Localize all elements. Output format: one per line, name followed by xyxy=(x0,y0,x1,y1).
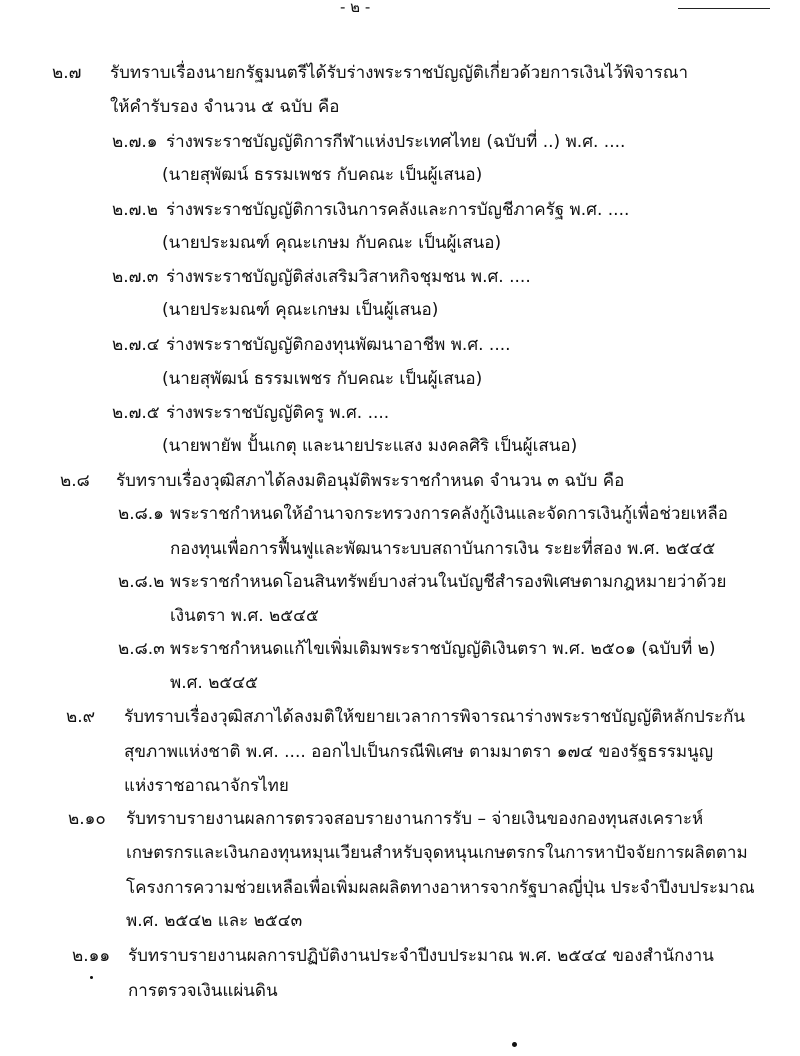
subitem-2-7-5-title: ร่างพระราชบัญญัติครู พ.ศ. .... xyxy=(166,403,390,423)
item-2-10-line-4: พ.ศ. ๒๕๔๒ และ ๒๕๔๓ xyxy=(126,911,303,931)
subitem-number-2-7-1: ๒.๗.๑ xyxy=(112,132,158,152)
subitem-2-7-5-proposer: (นายพายัพ ปั้นเกตุ และนายประแสง มงคลศิริ เป็นผู้เสนอ) xyxy=(162,436,578,456)
subitem-2-8-3-title: พระราชกำหนดแก้ไขเพิ่มเติมพระราชบัญญัติเงินตรา พ.ศ. ๒๕๐๑ (ฉบับที่ ๒) xyxy=(170,639,716,659)
subitem-2-8-2-title: พระราชกำหนดโอนสินทรัพย์บางส่วนในบัญชีสำรองพิเศษตามกฎหมายว่าด้วย xyxy=(170,572,727,592)
subitem-2-7-2-proposer: (นายประมณฑ์ คุณะเกษม กับคณะ เป็นผู้เสนอ) xyxy=(162,233,502,253)
subitem-number-2-7-4: ๒.๗.๔ xyxy=(112,335,160,355)
item-2-10-line-2: เกษตรกรและเงินกองทุนหมุนเวียนสำหรับจุดหนุนเกษตรกรในการหาปัจจัยการผลิตตาม xyxy=(126,843,748,863)
subitem-number-2-7-2: ๒.๗.๒ xyxy=(112,200,159,220)
item-2-7-line-2: ให้คำรับรอง จำนวน ๕ ฉบับ คือ xyxy=(110,97,340,117)
item-2-10-line-3: โครงการความช่วยเหลือเพื่อเพิ่มผลผลิตทางอาหารจากรัฐบาลญี่ปุ่น ประจำปีงบประมาณ xyxy=(126,878,755,898)
item-number-2-9: ๒.๙ xyxy=(66,707,96,727)
item-2-10-line-1: รับทราบรายงานผลการตรวจสอบรายงานการรับ – จ่ายเงินของกองทุนสงเคราะห์ xyxy=(126,809,704,829)
item-2-7-line-1: รับทราบเรื่องนายกรัฐมนตรีได้รับร่างพระราชบัญญัติเกี่ยวด้วยการเงินไว้พิจารณา xyxy=(110,63,689,83)
item-2-9-line-3: แห่งราชอาณาจักรไทย xyxy=(124,776,289,796)
item-2-11-line-2: การตรวจเงินแผ่นดิน xyxy=(128,981,278,1001)
item-2-9-line-2: สุขภาพแห่งชาติ พ.ศ. .... ออกไปเป็นกรณีพิเศษ ตามมาตรา ๑๗๔ ของรัฐธรรมนูญ xyxy=(124,742,714,762)
item-number-2-8: ๒.๘ xyxy=(60,471,90,491)
item-number-2-11: ๒.๑๑ xyxy=(72,946,111,966)
item-number-2-7: ๒.๗ xyxy=(52,63,82,83)
subitem-number-2-8-2: ๒.๘.๒ xyxy=(118,572,165,592)
subitem-2-8-2-cont: เงินตรา พ.ศ. ๒๕๔๕ xyxy=(170,606,319,626)
subitem-2-7-4-title: ร่างพระราชบัญญัติกองทุนพัฒนาอาชีพ พ.ศ. .... xyxy=(166,335,511,355)
subitem-2-7-3-proposer: (นายประมณฑ์ คุณะเกษม เป็นผู้เสนอ) xyxy=(162,300,439,320)
subitem-2-8-1-title: พระราชกำหนดให้อำนาจกระทรวงการคลังกู้เงินและจัดการเงินกู้เพื่อช่วยเหลือ xyxy=(170,504,729,524)
item-2-8-line-1: รับทราบเรื่องวุฒิสภาได้ลงมติอนุมัติพระราชกำหนด จำนวน ๓ ฉบับ คือ xyxy=(116,471,625,491)
subitem-2-7-3-title: ร่างพระราชบัญญัติส่งเสริมวิสาหกิจชุมชน พ.ศ. .... xyxy=(166,267,531,287)
subitem-number-2-7-3: ๒.๗.๓ xyxy=(112,267,159,287)
subitem-2-7-1-title: ร่างพระราชบัญญัติการกีฬาแห่งประเทศไทย (ฉบับที่ ..) พ.ศ. .... xyxy=(166,132,626,152)
item-number-2-10: ๒.๑๐ xyxy=(68,809,106,829)
subitem-number-2-8-1: ๒.๘.๑ xyxy=(118,504,164,524)
subitem-2-7-4-proposer: (นายสุพัฒน์ ธรรมเพชร กับคณะ เป็นผู้เสนอ) xyxy=(162,369,483,389)
subitem-number-2-8-3: ๒.๘.๓ xyxy=(118,639,165,659)
subitem-2-8-1-cont: กองทุนเพื่อการฟื้นฟูและพัฒนาระบบสถาบันการเงิน ระยะที่สอง พ.ศ. ๒๕๔๕ xyxy=(170,539,716,559)
subitem-2-7-2-title: ร่างพระราชบัญญัติการเงินการคลังและการบัญชีภาครัฐ พ.ศ. .... xyxy=(166,200,630,220)
scan-speck xyxy=(90,976,93,979)
item-2-11-line-1: รับทราบรายงานผลการปฏิบัติงานประจำปีงบประมาณ พ.ศ. ๒๕๔๔ ของสำนักงาน xyxy=(128,946,714,966)
subitem-2-7-1-proposer: (นายสุพัฒน์ ธรรมเพชร กับคณะ เป็นผู้เสนอ) xyxy=(162,165,483,185)
subitem-number-2-7-5: ๒.๗.๕ xyxy=(112,403,160,423)
subitem-2-8-3-cont: พ.ศ. ๒๕๔๕ xyxy=(170,673,259,693)
scan-speck xyxy=(512,1042,517,1047)
item-2-9-line-1: รับทราบเรื่องวุฒิสภาได้ลงมติให้ขยายเวลาการพิจารณาร่างพระราชบัญญัติหลักประกัน xyxy=(124,707,746,727)
page-number: - ๒ - xyxy=(340,0,371,16)
corner-rule xyxy=(678,8,770,9)
